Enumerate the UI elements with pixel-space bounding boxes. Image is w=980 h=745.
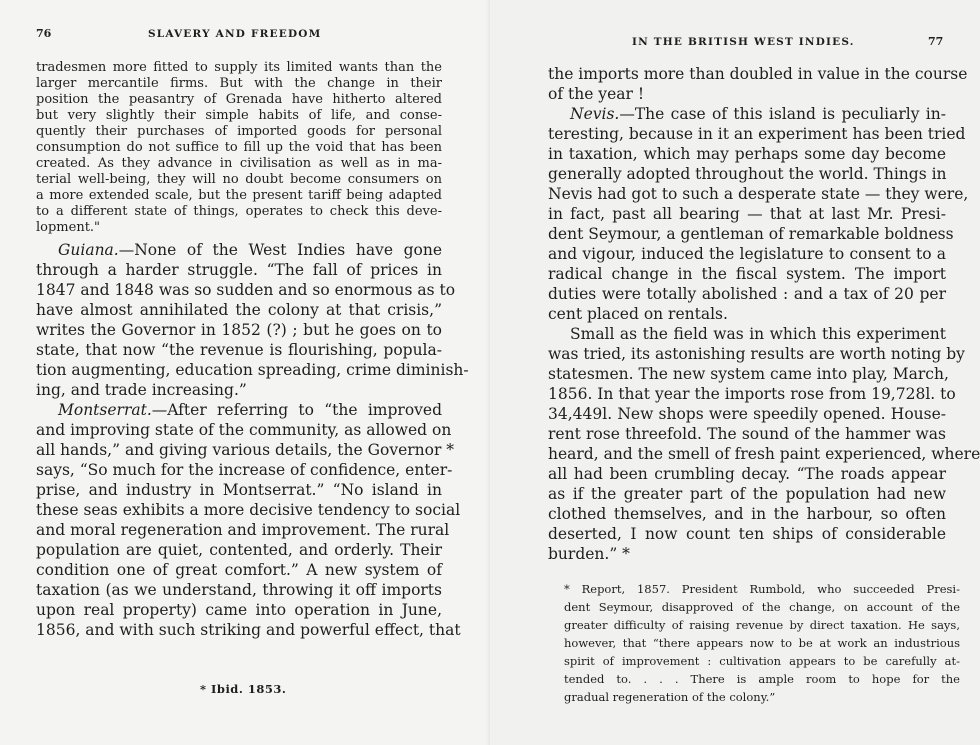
text-line: was tried, its astonishing results are worth noting by xyxy=(548,345,965,363)
footnote: * Ibid. 1853. xyxy=(200,682,287,696)
text-line: says, “So much for the increase of confidence, enter- xyxy=(36,461,453,479)
text-line: dent Seymour, a gentleman of remarkable boldness xyxy=(548,225,954,243)
text-line: the imports more than doubled in value in the course xyxy=(548,65,968,83)
text-line: Nevis had got to such a desperate state — they were, xyxy=(548,185,969,203)
text-line: tradesmen more fitted to supply its limited wants than the xyxy=(36,60,442,75)
text-line: condition one of great comfort.” A new system of xyxy=(36,561,442,579)
text-line: created. As they advance in civilisation as well as in ma- xyxy=(36,156,442,171)
footnote-line: tended to. . . . There is ample room to hope for the xyxy=(564,672,960,686)
montserrat-paragraph-start: Montserrat.—After referring to “the improved xyxy=(58,401,442,419)
text-line: prise, and industry in Montserrat.” “No island in xyxy=(36,481,442,499)
nevis-paragraph-start: Nevis.—The case of this island is peculiarly in- xyxy=(570,105,946,123)
text-line: as if the greater part of the population had new xyxy=(548,485,946,503)
footnote-line: greater difficulty of raising revenue by direct taxation. He says, xyxy=(564,618,960,632)
text-line: burden.” * xyxy=(548,545,630,563)
text-line: 34,449l. New shops were speedily opened. House- xyxy=(548,405,946,423)
right-body xyxy=(548,64,980,564)
text-line: population are quiet, contented, and orderly. Their xyxy=(36,541,442,559)
footnote-line: dent Seymour, disapproved of the change, on account of the xyxy=(564,600,960,614)
text-line: but very slightly their simple habits of life, and conse- xyxy=(36,108,442,123)
section-heading: Nevis. xyxy=(570,105,620,123)
section-heading: Guiana. xyxy=(58,241,119,259)
text-line: terial well-being, they will no doubt become consumers on xyxy=(36,172,442,187)
text-line: and moral regeneration and improvement. The rural xyxy=(36,521,450,539)
text-line: in fact, past all bearing — that at last Mr. Presi- xyxy=(548,205,946,223)
text-line: larger mercantile firms. But with the change in their xyxy=(36,76,442,91)
left-body xyxy=(36,60,469,640)
text-line: taxation (as we understand, throwing it off imports xyxy=(36,581,442,599)
text-line: lopment." xyxy=(36,220,101,235)
text-line: a more extended scale, but the present tariff being adapted xyxy=(36,188,442,203)
text-line: teresting, because in it an experiment has been tried xyxy=(548,125,966,143)
text-line: deserted, I now count ten ships of considerable xyxy=(548,525,946,543)
text-line: through a harder struggle. “The fall of prices in xyxy=(36,261,442,279)
text-line: quently their purchases of imported goods for personal xyxy=(36,124,442,139)
footnote xyxy=(564,580,960,706)
guiana-paragraph-start: Guiana.—None of the West Indies have gone xyxy=(58,241,442,259)
text-line: in taxation, which may perhaps some day become xyxy=(548,145,946,163)
text-line: duties were totally abolished : and a tax of 20 per xyxy=(548,285,946,303)
page-number: 76 xyxy=(36,27,52,40)
text-line: to a different state of things, operates to check this deve- xyxy=(36,204,442,219)
running-head: SLAVERY AND FREEDOM xyxy=(148,28,322,40)
page-number: 77 xyxy=(928,35,944,48)
footnote-line: however, that “there appears now to be at work an industrious xyxy=(564,636,960,650)
text-line: consumption do not suffice to fill up the void that has been xyxy=(36,140,442,155)
text-line: and vigour, induced the legislature to consent to a xyxy=(548,245,946,263)
text-line: state, that now “the revenue is flourishing, popula- xyxy=(36,341,442,359)
text-line: clothed themselves, and in the harbour, so often xyxy=(548,505,946,523)
text-line: 1847 and 1848 was so sudden and so enormous as to xyxy=(36,281,456,299)
text-line: 1856. In that year the imports rose from 19,728l. to xyxy=(548,385,956,403)
text-line: upon real property) came into operation in June, xyxy=(36,601,442,619)
text-line: heard, and the smell of fresh paint experienced, where xyxy=(548,445,980,463)
text-line: all hands,” and giving various details, the Governor * xyxy=(36,441,455,459)
text-line: all had been crumbling decay. “The roads appear xyxy=(548,465,946,483)
footnote-line: spirit of improvement : cultivation appears to be carefully at- xyxy=(564,654,960,668)
text-line: position the peasantry of Grenada have hitherto altered xyxy=(36,92,442,107)
text-line: of the year ! xyxy=(548,85,645,103)
text-line: generally adopted throughout the world. Things in xyxy=(548,165,947,183)
running-head: IN THE BRITISH WEST INDIES. xyxy=(632,36,855,48)
section-heading: Montserrat. xyxy=(58,401,152,419)
right-page xyxy=(490,0,980,745)
text-line: these seas exhibits a more decisive tendency to social xyxy=(36,501,461,519)
small-paragraph-start: Small as the field was in which this experiment xyxy=(570,325,946,343)
text-line: rent rose threefold. The sound of the hammer was xyxy=(548,425,946,443)
text-line: ing, and trade increasing.” xyxy=(36,381,247,399)
text-line: writes the Governor in 1852 (?) ; but he goes on to xyxy=(36,321,442,339)
text-line: tion augmenting, education spreading, crime diminish- xyxy=(36,361,469,379)
text-line: statesmen. The new system came into play, March, xyxy=(548,365,949,383)
text-line: cent placed on rentals. xyxy=(548,305,728,323)
text-line: 1856, and with such striking and powerful effect, that xyxy=(36,621,461,639)
text-line: radical change in the fiscal system. The import xyxy=(548,265,946,283)
footnote-line: gradual regeneration of the colony.” xyxy=(564,690,776,704)
text-line: and improving state of the community, as allowed on xyxy=(36,421,452,439)
footnote-line: * Report, 1857. President Rumbold, who succeeded Presi- xyxy=(564,582,960,596)
text-line: have almost annihilated the colony at that crisis,” xyxy=(36,301,442,319)
